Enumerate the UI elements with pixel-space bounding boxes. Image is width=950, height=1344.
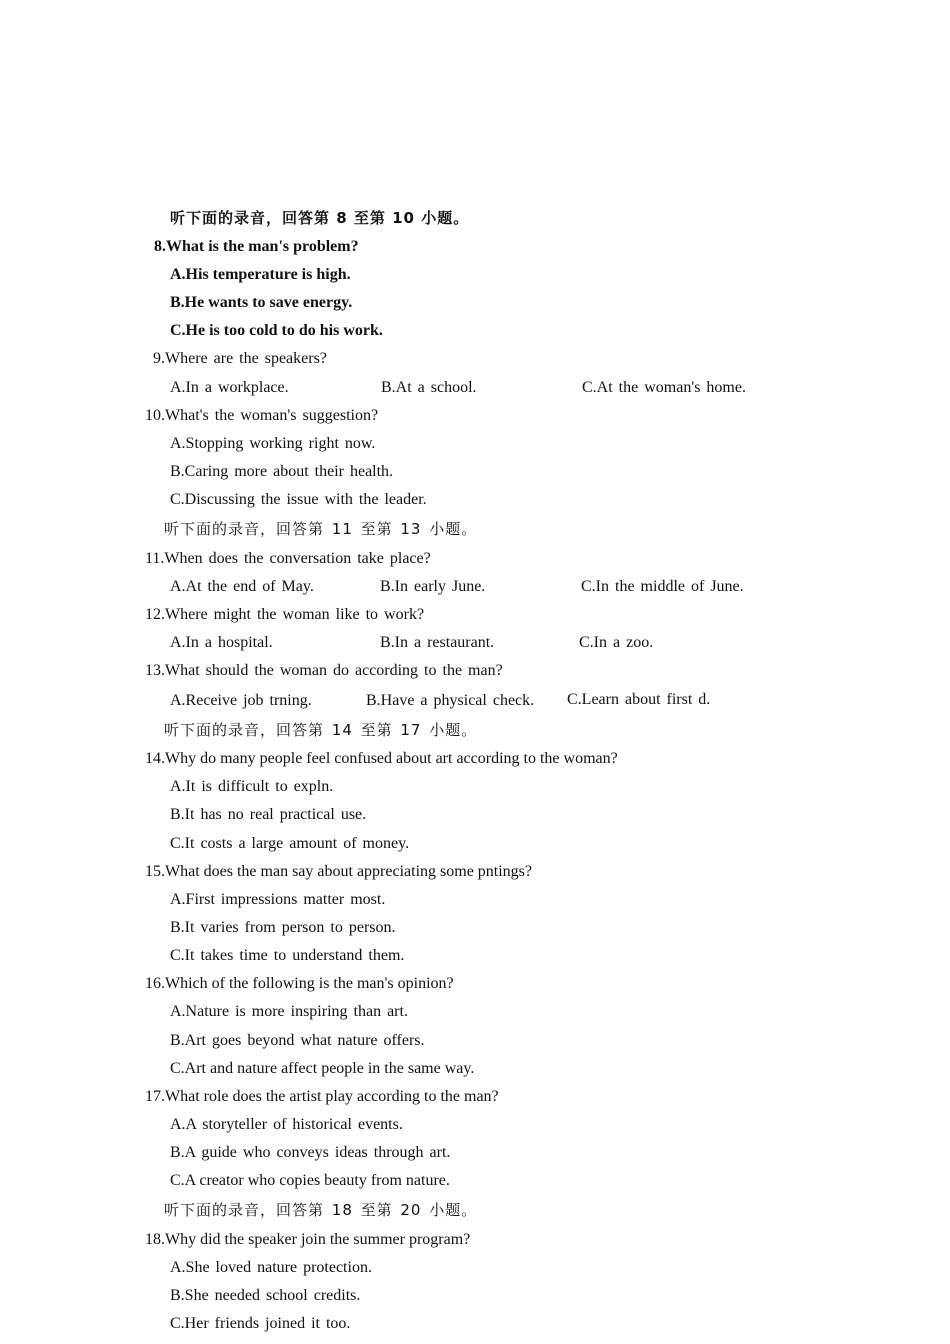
- q17-option-a: A.A storyteller of historical events.: [170, 1116, 403, 1133]
- q16-option-c: C.Art and nature affect people in the same way.: [170, 1060, 475, 1077]
- q9-option-a: A.In a workplace.: [170, 379, 289, 396]
- section-instruction: 听下面的录音，回答第 14 至第 17 小题。: [164, 721, 478, 739]
- q12-option-b: B.In a restaurant.: [380, 634, 495, 651]
- q14-option-a: A.It is difficult to expln.: [170, 778, 334, 795]
- question-16: 16.Which of the following is the man's opinion?: [145, 975, 454, 992]
- q15-option-a: A.First impressions matter most.: [170, 891, 386, 908]
- q13-option-c: C.Learn about first d.: [567, 691, 711, 708]
- question-15: 15.What does the man say about appreciating some pntings?: [145, 863, 533, 880]
- q10-option-a: A.Stopping working right now.: [170, 435, 376, 452]
- q12-option-a: A.In a hospital.: [170, 634, 273, 651]
- question-17: 17.What role does the artist play according to the man?: [145, 1088, 499, 1105]
- q17-option-c: C.A creator who copies beauty from nature.: [170, 1172, 450, 1189]
- question-10: 10.What's the woman's suggestion?: [145, 407, 379, 424]
- q10-option-b: B.Caring more about their health.: [170, 463, 394, 480]
- question-11: 11.When does the conversation take place?: [145, 550, 431, 567]
- q17-option-b: B.A guide who conveys ideas through art.: [170, 1144, 451, 1161]
- section-instruction: 听下面的录音，回答第 11 至第 13 小题。: [164, 520, 478, 538]
- q13-option-a: A.Receive job trning.: [170, 692, 312, 709]
- q12-option-c: C.In a zoo.: [579, 634, 654, 651]
- q18-option-b: B.She needed school credits.: [170, 1287, 361, 1304]
- q14-option-b: B.It has no real practical use.: [170, 806, 367, 823]
- q9-option-c: C.At the woman's home.: [582, 379, 746, 396]
- q10-option-c: C.Discussing the issue with the leader.: [170, 491, 427, 508]
- q18-option-c: C.Her friends joined it too.: [170, 1315, 351, 1332]
- q11-option-b: B.In early June.: [380, 578, 486, 595]
- question-18: 18.Why did the speaker join the summer program?: [145, 1231, 471, 1248]
- q8-option-b: B.He wants to save energy.: [170, 294, 353, 311]
- q15-option-c: C.It takes time to understand them.: [170, 947, 405, 964]
- question-12: 12.Where might the woman like to work?: [145, 606, 425, 623]
- q11-option-c: C.In the middle of June.: [581, 578, 744, 595]
- section-instruction: 听下面的录音，回答第 8 至第 10 小题。: [170, 209, 470, 227]
- q16-option-b: B.Art goes beyond what nature offers.: [170, 1032, 425, 1049]
- question-9: 9.Where are the speakers?: [153, 350, 327, 367]
- q15-option-b: B.It varies from person to person.: [170, 919, 396, 936]
- q11-option-a: A.At the end of May.: [170, 578, 314, 595]
- q8-option-a: A.His temperature is high.: [170, 266, 351, 283]
- q14-option-c: C.It costs a large amount of money.: [170, 835, 410, 852]
- question-13: 13.What should the woman do according to the man?: [145, 662, 503, 679]
- q8-option-c: C.He is too cold to do his work.: [170, 322, 383, 339]
- question-14: 14.Why do many people feel confused about art according to the woman?: [145, 750, 618, 767]
- q13-option-b: B.Have a physical check.: [366, 692, 535, 709]
- q18-option-a: A.She loved nature protection.: [170, 1259, 372, 1276]
- q16-option-a: A.Nature is more inspiring than art.: [170, 1003, 408, 1020]
- q9-option-b: B.At a school.: [381, 379, 477, 396]
- question-8: 8.What is the man's problem?: [154, 238, 359, 255]
- section-instruction: 听下面的录音，回答第 18 至第 20 小题。: [164, 1201, 478, 1219]
